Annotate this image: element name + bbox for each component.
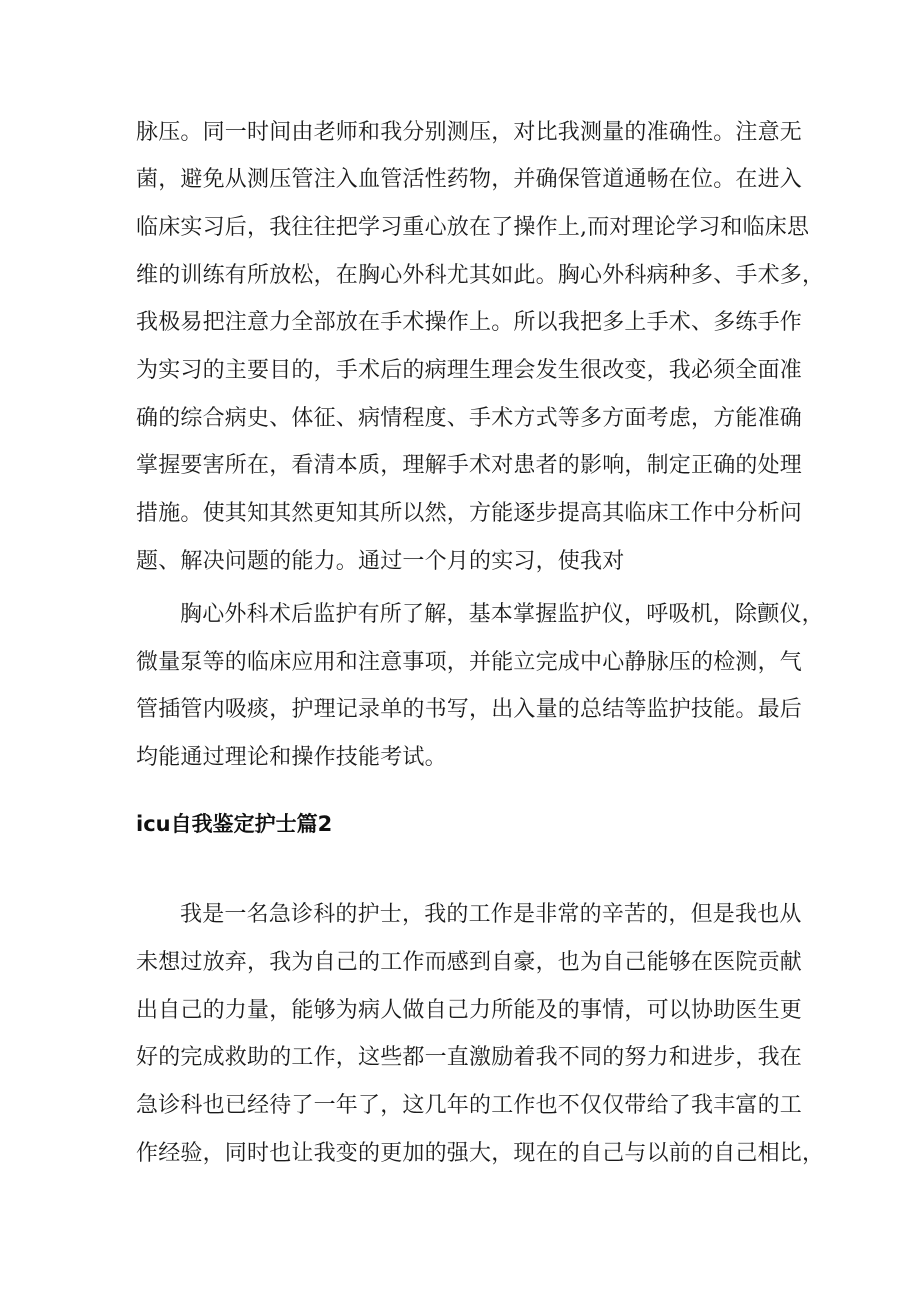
paragraph-2-line-3: 管插管内吸痰，护理记录单的书写，出入量的总结等监护技能。最后 [136,697,803,722]
paragraph-3-line-2: 未想过放弃，我为自己的工作而感到自豪，也为自己能够在医院贡献 [136,950,803,975]
paragraph-2-line-2: 微量泵等的临床应用和注意事项，并能立完成中心静脉压的检测，气 [136,650,803,675]
paragraph-1-line-5: 我极易把注意力全部放在手术操作上。所以我把多上手术、多练手作 [136,310,803,335]
paragraph-1-line-6: 为实习的主要目的，手术后的病理生理会发生很改变，我必须全面准 [136,358,803,383]
paragraph-3-line-4: 好的完成救助的工作，这些都一直激励着我不同的努力和进步，我在 [136,1045,803,1070]
paragraph-1-line-3: 临床实习后，我往往把学习重心放在了操作上,而对理论学习和临床思 [136,215,810,240]
paragraph-1-line-9: 措施。使其知其然更知其所以然，方能逐步提高其临床工作中分析问 [136,501,803,526]
paragraph-1-line-8: 掌握要害所在，看清本质，理解手术对患者的影响，制定正确的处理 [136,453,803,478]
section-heading: icu自我鉴定护士篇2 [136,812,333,836]
paragraph-3-line-5: 急诊科也已经待了一年了，这几年的工作也不仅仅带给了我丰富的工 [136,1093,803,1118]
paragraph-1-line-7: 确的综合病史、体征、病情程度、手术方式等多方面考虑，方能准确 [136,406,803,431]
paragraph-2-line-1: 胸心外科术后监护有所了解，基本掌握监护仪，呼吸机，除颤仪， [180,602,824,627]
paragraph-2-line-4: 均能通过理论和操作技能考试。 [136,745,447,770]
paragraph-3-line-6: 作经验，同时也让我变的更加的强大，现在的自己与以前的自己相比， [136,1141,825,1166]
paragraph-3-line-1: 我是一名急诊科的护士，我的工作是非常的辛苦的，但是我也从 [180,902,802,927]
paragraph-3-line-3: 出自己的力量，能够为病人做自己力所能及的事情，可以协助医生更 [136,998,803,1023]
paragraph-1-line-2: 菌，避免从测压管注入血管活性药物，并确保管道通畅在位。在进入 [136,167,803,192]
paragraph-1-line-10: 题、解决问题的能力。通过一个月的实习，使我对 [136,549,625,574]
paragraph-1-line-1: 脉压。同一时间由老师和我分别测压，对比我测量的准确性。注意无 [136,120,803,145]
paragraph-1-line-4: 维的训练有所放松，在胸心外科尤其如此。胸心外科病种多、手术多， [136,263,825,288]
